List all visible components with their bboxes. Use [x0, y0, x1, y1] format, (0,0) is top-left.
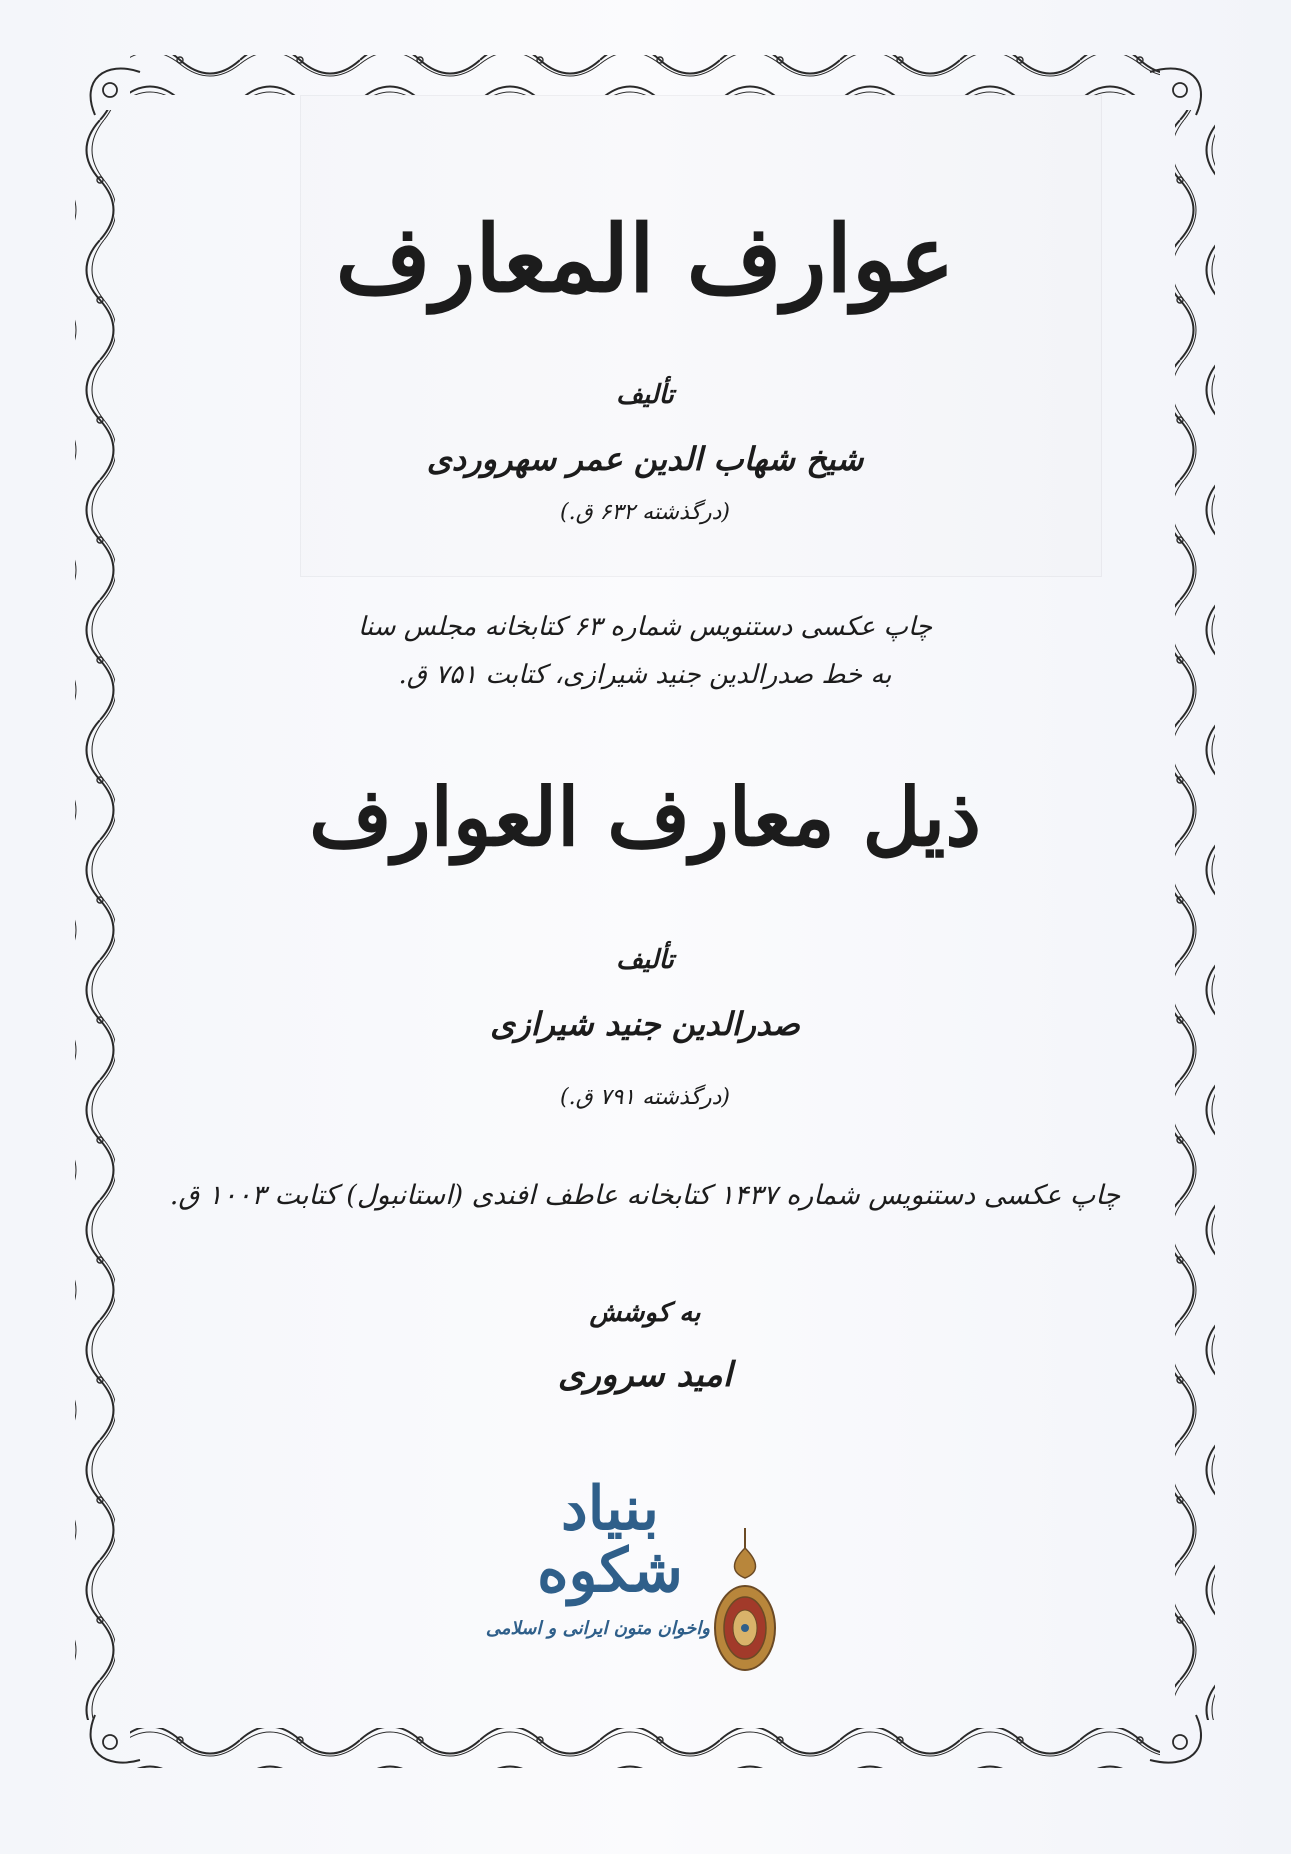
appendix-manuscript-line: چاپ عکسی دستنویس شماره ۱۴۳۷ کتابخانه عاطف افندی (استانبول) کتابت ۱۰۰۳ ق.	[169, 1180, 1121, 1211]
publisher-logo-line-1: بنیاد	[561, 1474, 659, 1544]
book-manuscript-line-1: چاپ عکسی دستنویس شماره ۶۳ کتابخانه مجلس سنا	[357, 612, 933, 642]
publisher-logo-line-3: شکوه	[537, 1536, 683, 1606]
frame-left-border	[75, 110, 115, 1720]
publisher-tagline: واخوان متون ایرانی و اسلامی	[485, 1618, 710, 1639]
appendix-compiled-label: تألیف	[616, 945, 674, 975]
appendix-author: صدرالدین جنید شیرازی	[490, 1005, 800, 1043]
appendix-title: ذیل معارف العوارف	[309, 770, 981, 864]
emblem-icon	[710, 1528, 780, 1678]
publisher-logo-text	[520, 1474, 700, 1606]
editor-name: امید سروری	[557, 1355, 733, 1395]
publisher-logo	[485, 1468, 780, 1678]
appendix-author-date: (درگذشته ۷۹۱ ق.)	[560, 1085, 730, 1110]
book-author-date: (درگذشته ۶۳۲ ق.)	[560, 500, 730, 525]
book-manuscript-line-2: به خط صدرالدین جنید شیرازی، کتابت ۷۵۱ ق.	[398, 660, 892, 690]
editor-label: به کوشش	[589, 1298, 701, 1328]
frame-right-border	[1175, 110, 1215, 1720]
book-author: شیخ شهاب الدین عمر سهروردی	[426, 440, 864, 478]
book-title: عوارف المعارف	[335, 205, 955, 313]
book-compiled-label: تألیف	[616, 380, 674, 410]
